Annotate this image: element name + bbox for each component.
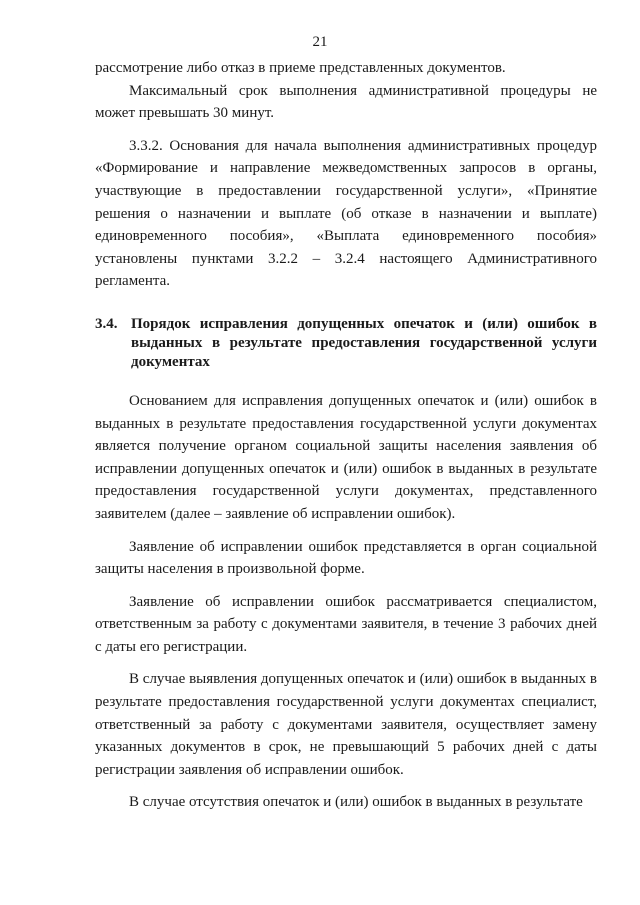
paragraph-no-errors: В случае отсутствия опечаток и (или) ошибок в выданных в результате [129,794,583,811]
paragraph-error-found: В случае выявления допущенных опечаток и (или) ошибок в выданных в результате предоставления государственной услуги документах специалист, ответственный за работу с документами заявителя, осуществляет замену указанных документов в срок, не превышающий 5 рабочих дней с даты регистрации заявления об исправлении ошибок. [95,671,597,778]
paragraph-continuation: рассмотрение либо отказ в приеме представленных документов. [95,60,506,76]
paragraph-3-3-2: 3.3.2. Основания для начала выполнения административных процедур «Формирование и направление межведомственных запросов в органы, участвующие в предоставлении государственной услуги», «Принятие решения о назначении и выплате (об отказе в назначении и выплате) единовременного пособия», «Выплата единовременного пособия» установлены пунктами 3.2.2 – 3.2.4 настоящего Административного регламента. [95,137,597,290]
section-heading-text: Порядок исправления допущенных опечаток и (или) ошибок в выданных в результате предоставления государственной услуги документах [131,315,597,370]
document-body [95,57,597,814]
paragraph-application-form: Заявление об исправлении ошибок представляется в орган социальной защиты населения в произвольной форме. [95,538,597,578]
paragraph-max-duration: Максимальный срок выполнения административной процедуры не может превышать 30 минут. [95,82,597,122]
page-number: 21 [312,34,328,50]
section-heading-number: 3.4. [95,315,118,332]
section-heading [95,315,597,372]
paragraph-review-period: Заявление об исправлении ошибок рассматривается специалистом, ответственным за работу с документами заявителя, в течение 3 рабочих дней с даты его регистрации. [95,593,597,655]
paragraph-grounds: Основанием для исправления допущенных опечаток и (или) ошибок в выданных в результате предоставления государственной услуги документах является получение органом социальной защиты населения заявления об исправлении допущенных опечаток и (или) ошибок в выданных в результате предоставления государственной услуги документах, представленного заявителем (далее – заявление об исправлении ошибок). [95,392,597,522]
